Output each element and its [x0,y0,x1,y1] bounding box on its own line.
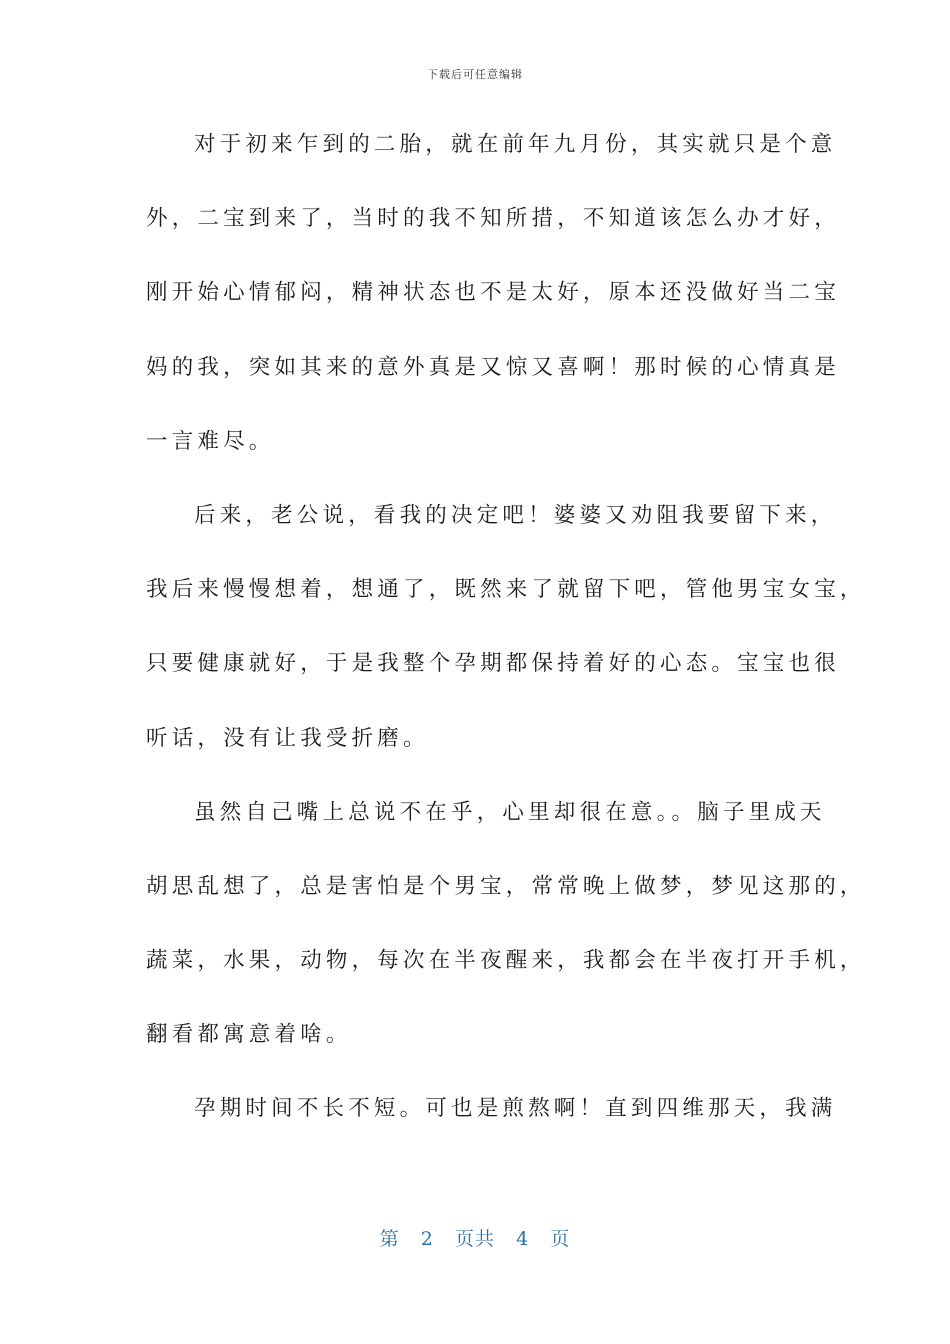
footer-suffix: 页 [550,1228,571,1250]
page-footer [0,1224,950,1251]
body-line: 对于初来乍到的二胎，就在前年九月份，其实就只是个意 [194,132,837,157]
body-line: 妈的我，突如其来的意外真是又惊又喜啊！那时候的心情真是 [146,354,840,380]
body-line: 后来，老公说，看我的决定吧！婆婆又劝阻我要留下来， [194,502,837,528]
body-line: 胡思乱想了，总是害怕是个男宝，常常晚上做梦，梦见这那的， [146,873,866,899]
body-line: 孕期时间不长不短。可也是煎熬啊！直到四维那天，我满 [194,1096,837,1122]
page-header-note: 下载后可任意编辑 [427,68,523,81]
document-body [146,118,866,1157]
body-line: 我后来慢慢想着，想通了，既然来了就留下吧，管他男宝女宝， [146,577,866,603]
body-line: 一言难尽。 [146,428,275,454]
body-line: 蔬菜，水果，动物，每次在半夜醒来，我都会在半夜打开手机， [146,948,866,974]
body-line: 听话，没有让我受折磨。 [146,725,429,751]
body-line: 只要健康就好，于是我整个孕期都保持着好的心态。宝宝也很 [146,651,840,677]
body-line: 外，二宝到来了，当时的我不知所措，不知道该怎么办才好， [146,206,840,232]
footer-middle: 页共 [454,1228,495,1250]
body-line: 翻看都寓意着啥。 [146,1022,352,1048]
body-line: 虽然自己嘴上总说不在乎，心里却很在意。。脑子里成天 [194,799,826,825]
footer-prefix: 第 [379,1228,400,1250]
body-line: 刚开始心情郁闷，精神状态也不是太好，原本还没做好当二宝 [146,280,840,306]
footer-current-page: 2 [420,1228,434,1250]
footer-total-pages: 4 [516,1228,530,1250]
